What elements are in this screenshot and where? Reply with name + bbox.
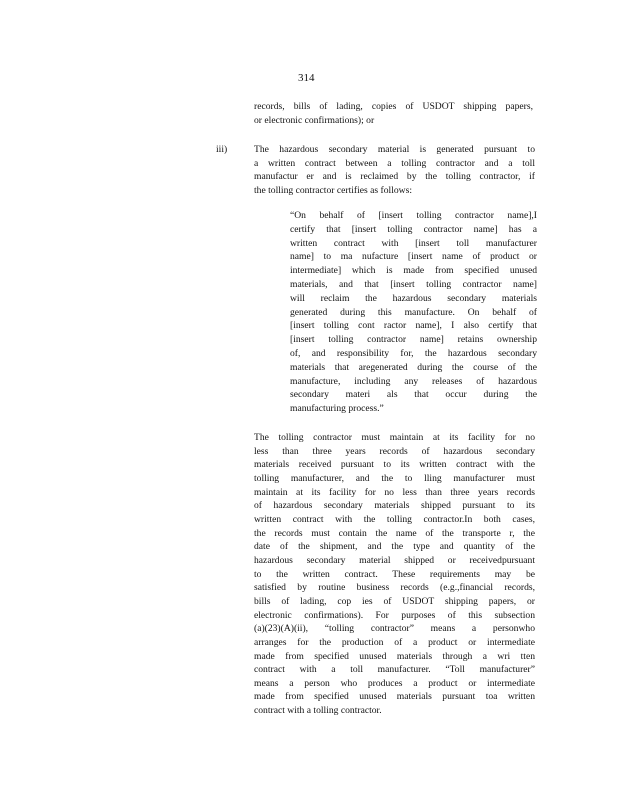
text-line: name] to ma nufacture [insert name of product or <box>290 251 537 263</box>
text-line: maintain at its facility for no less than three years records <box>254 486 535 498</box>
text-line: contract with a toll manufacturer. “Toll manufacturer” <box>254 664 535 676</box>
text-line: secondary materi als that occur during the <box>290 389 537 401</box>
item-iii-paragraph <box>254 143 535 197</box>
text-line: the records must contain the name of the transporte r, the <box>254 527 535 539</box>
text-line: contract with a tolling contractor. <box>254 705 382 717</box>
text-line: to the written contract. These requirements may be <box>254 568 535 580</box>
text-line: [insert tolling cont ractor name], I also certify that <box>290 320 537 332</box>
text-line: electronic confirmations). For purposes of this subsection <box>254 609 535 621</box>
text-line: generated during this manufacture. On behalf of <box>290 306 537 318</box>
intro-paragraph <box>254 100 533 127</box>
text-line: will reclaim the hazardous secondary materials <box>290 292 537 304</box>
text-line: records, bills of lading, copies of USDOT shipping papers, <box>254 101 533 112</box>
text-line: of hazardous secondary materials shipped pursuant to its <box>254 500 535 512</box>
certification-quote <box>290 209 537 416</box>
list-marker-iii: iii) <box>216 144 228 155</box>
text-line: the tolling contractor certifies as follows: <box>254 184 412 196</box>
text-line: materials, and that [insert tolling contractor name] <box>290 278 537 290</box>
text-line: bills of lading, cop ies of USDOT shipping papers, or <box>254 595 535 607</box>
text-line: certify that [insert tolling contractor name] has a <box>290 223 537 235</box>
text-line: written contract with [insert toll manufacturer <box>290 237 537 249</box>
text-line: intermediate] which is made from specified unused <box>290 265 537 277</box>
text-line: date of the shipment, and the type and quantity of the <box>254 541 535 553</box>
text-line: less than three years records of hazardous secondary <box>254 445 535 457</box>
text-line: (a)(23)(A)(ii), “tolling contractor” means a personwho <box>254 623 535 635</box>
text-line: tolling manufacturer, and the to lling manufacturer must <box>254 472 535 484</box>
text-line: of, and responsibility for, the hazardous secondary <box>290 347 537 359</box>
text-line: “On behalf of [insert tolling contractor name],I <box>290 210 537 221</box>
text-line: made from specified unused materials through a wri tten <box>254 650 535 662</box>
text-line: means a person who produces a product or intermediate <box>254 677 535 689</box>
text-line: The hazardous secondary material is generated pursuant to <box>254 144 535 155</box>
text-line: [insert tolling contractor name] retains ownership <box>290 334 537 346</box>
text-line: written contract with the tolling contractor.In both cases, <box>254 513 535 525</box>
text-line: made from specified unused materials pursuant toa written <box>254 691 535 703</box>
text-line: or electronic confirmations); or <box>254 114 375 126</box>
page-number: 314 <box>298 72 315 84</box>
text-line: satisfied by routine business records (e.g.,financial records, <box>254 582 535 594</box>
text-line: a written contract between a tolling contractor and a toll <box>254 157 535 169</box>
text-line: arranges for the production of a product or intermediate <box>254 636 535 648</box>
text-line: manufacture, including any releases of hazardous <box>290 375 537 387</box>
text-line: The tolling contractor must maintain at its facility for no <box>254 432 535 443</box>
record-keeping-paragraph <box>254 431 535 718</box>
text-line: manufactur er and is reclaimed by the tolling contractor, if <box>254 171 535 183</box>
text-line: hazardous secondary material shipped or receivedpursuant <box>254 554 535 566</box>
text-line: materials that aregenerated during the course of the <box>290 361 537 373</box>
text-line: manufacturing process.” <box>290 403 384 415</box>
text-line: materials received pursuant to its written contract with the <box>254 459 535 471</box>
